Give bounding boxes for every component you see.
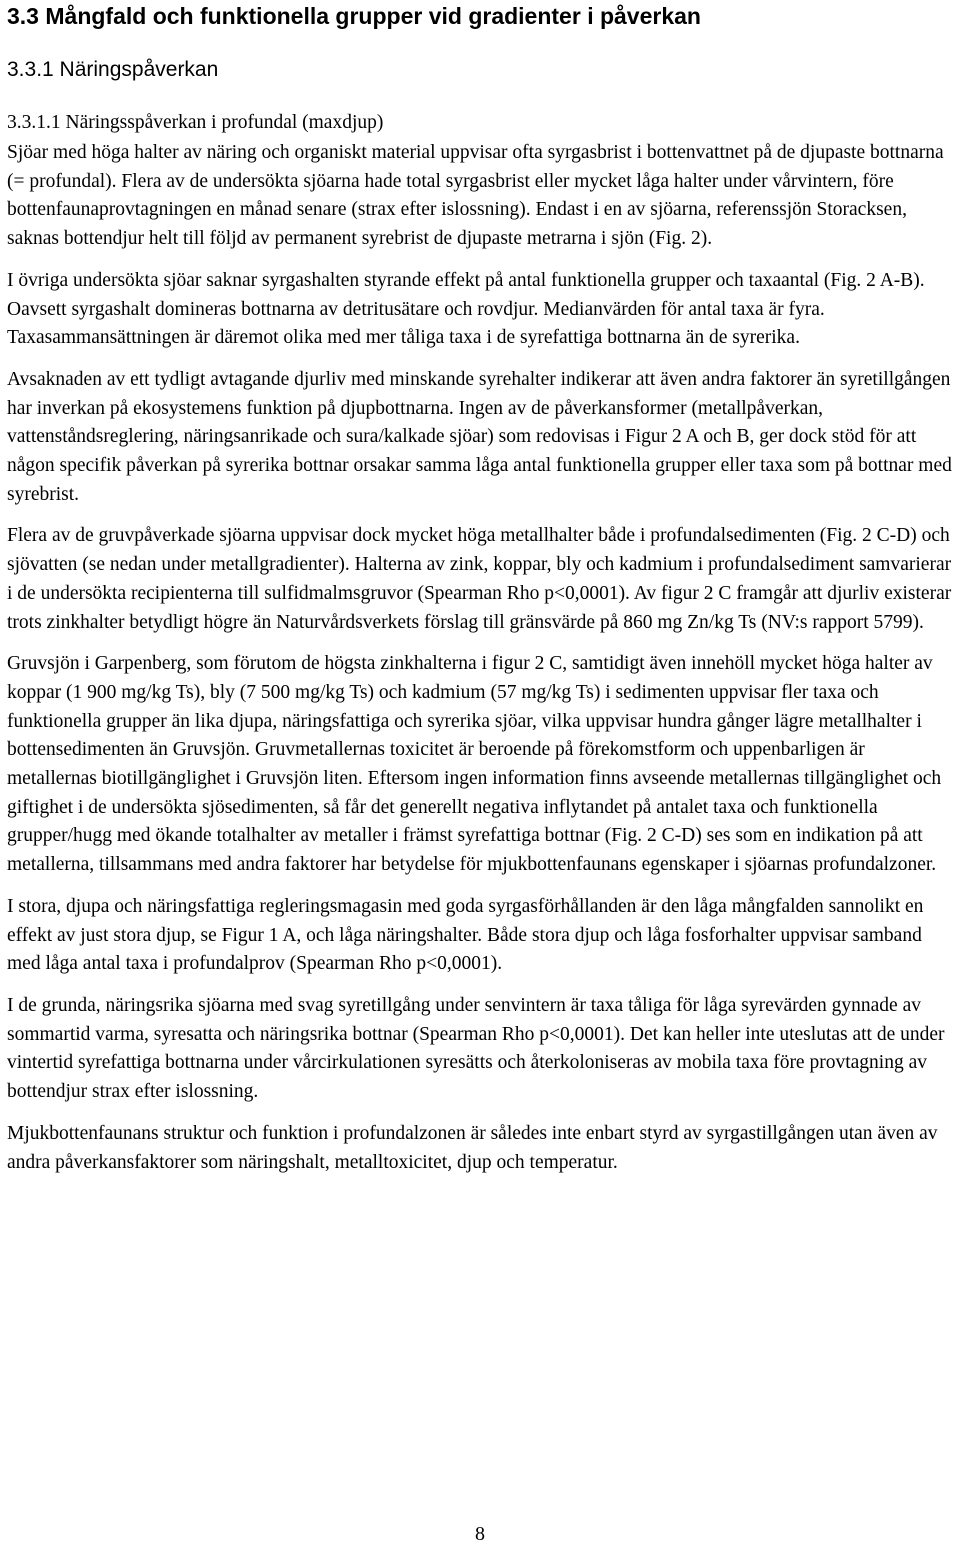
paragraph-shallow-lakes: I de grunda, näringsrika sjöarna med svag syretillgång under senvintern är taxa tåliga för låga syrevärden gynnade av sommartid varma, syresatta och näringsrika bottnar (Spearman Rho p<0,0001). Det kan heller inte uteslutas att de under vintertid syrefattiga bottnarna under vårcirkulationen syresätts och återkoloniseras av mobila taxa före provtagning av bottendjur strax efter islossning. <box>7 994 945 1103</box>
document-page <box>7 0 955 1190</box>
section-heading: 3.3 Mångfald och funktionella grupper vid gradienter i påverkan <box>7 3 701 29</box>
paragraph-conclusion: Mjukbottenfaunans struktur och funktion i profundalzonen är således inte enbart styrd av syrgastillgången utan även av andra påverkansfaktorer som näringshalt, metalltoxicitet, djup och temperatur. <box>7 1122 938 1173</box>
paragraph-oxygen-deficiency: Sjöar med höga halter av näring och organiskt material uppvisar ofta syrgasbrist i bottenvattnet på de djupaste bottnarna (= profundal). Flera av de undersökta sjöarna hade total syrgasbrist eller mycket låga halter under vårvintern, före bottenfaunaprovtagningen en månad senare (strax efter islossning). Endast i en av sjöarna, referenssjön Storacksen, saknas bottendjur helt till följd av permanent syrebrist de djupaste metrarna i sjön (Fig. 2). <box>7 142 944 250</box>
paragraph-regulated-reservoirs: I stora, djupa och näringsfattiga regleringsmagasin med goda syrgasförhållanden är den låga mångfalden sannolikt en effekt av just stora djup, se Figur 1 A, och låga näringshalter. Både stora djup och låga fosforhalter uppvisar samband med låga antal taxa i profundalprov (Spearman Rho p<0,0001). <box>7 895 924 975</box>
subsection-heading: 3.3.1 Näringspåverkan <box>7 58 219 81</box>
paragraph-oxygen-effect: I övriga undersökta sjöar saknar syrgashalten styrande effekt på antal funktionella grupper och taxaantal (Fig. 2 A-B). Oavsett syrgashalt domineras bottnarna av detritusätare och rovdjur. Medianvärden för antal taxa är fyra. Taxasammansättningen är däremot olika med mer tåliga taxa i de syrefattiga bottnarna än de syrerika. <box>7 269 925 349</box>
paragraph-metal-sediments: Flera av de gruvpåverkade sjöarna uppvisar dock mycket höga metallhalter både i profundalsedimenten (Fig. 2 C-D) och sjövatten (se nedan under metallgradienter). Halterna av zink, koppar, bly och kadmium i profundalsediment samvarierar i de undersökta recipienterna till sulfidmalmsgruvor (Spearman Rho p<0,0001). Av figur 2 C framgår att djurliv existerar trots zinkhalter betydligt högre än Naturvårdsverkets förslag till gränsvärde på 860 mg Zn/kg Ts (NV:s rapport 5799). <box>7 525 952 633</box>
paragraph-gruvsjon-garpenberg: Gruvsjön i Garpenberg, som förutom de högsta zinkhalterna i figur 2 C, samtidigt även innehöll mycket höga halter av koppar (1 900 mg/kg Ts), bly (7 500 mg/kg Ts) och kadmium (57 mg/kg Ts) i sedimenten uppvisar fler taxa och funktionella grupper än lika djupa, näringsfattiga och syrerika sjöar, vilka uppvisar hundra gånger lägre metallhalter i bottensedimenten än Gruvsjön. Gruvmetallernas toxicitet är beroende på förekomstform och uppenbarligen är metallernas biotillgänglighet i Gruvsjön liten. Eftersom ingen information finns avseende metallernas tillgänglighet och giftighet i de undersökta sjösedimenten, så får det generellt negativa inflytandet på antalet taxa och funktionella grupper/hugg med ökande totalhalter av metaller i främst syrefattiga bottnar (Fig. 2 C-D) ses som en indikation på att metallerna, tillsammans med andra faktorer har betydelse för mjukbottenfaunans egenskaper i sjöarnas profundalzoner. <box>7 653 942 876</box>
page-number: 8 <box>475 1523 485 1545</box>
subsubsection-heading: 3.3.1.1 Näringsspåverkan i profundal (maxdjup) <box>7 112 384 133</box>
paragraph-other-factors: Avsaknaden av ett tydligt avtagande djurliv med minskande syrehalter indikerar att även andra faktorer än syretillgången har inverkan på ekosystemens funktion på djupbottnarna. Ingen av de påverkansformer (metallpåverkan, vattenståndsreglering, näringsanrikade och sura/kalkade sjöar) som redovisas i Figur 2 A och B, ger dock stöd för att någon specifik påverkan på syrerika bottnar orsakar samma låga antal funktionella grupper eller taxa som på bottnar med syrebrist. <box>7 368 952 505</box>
